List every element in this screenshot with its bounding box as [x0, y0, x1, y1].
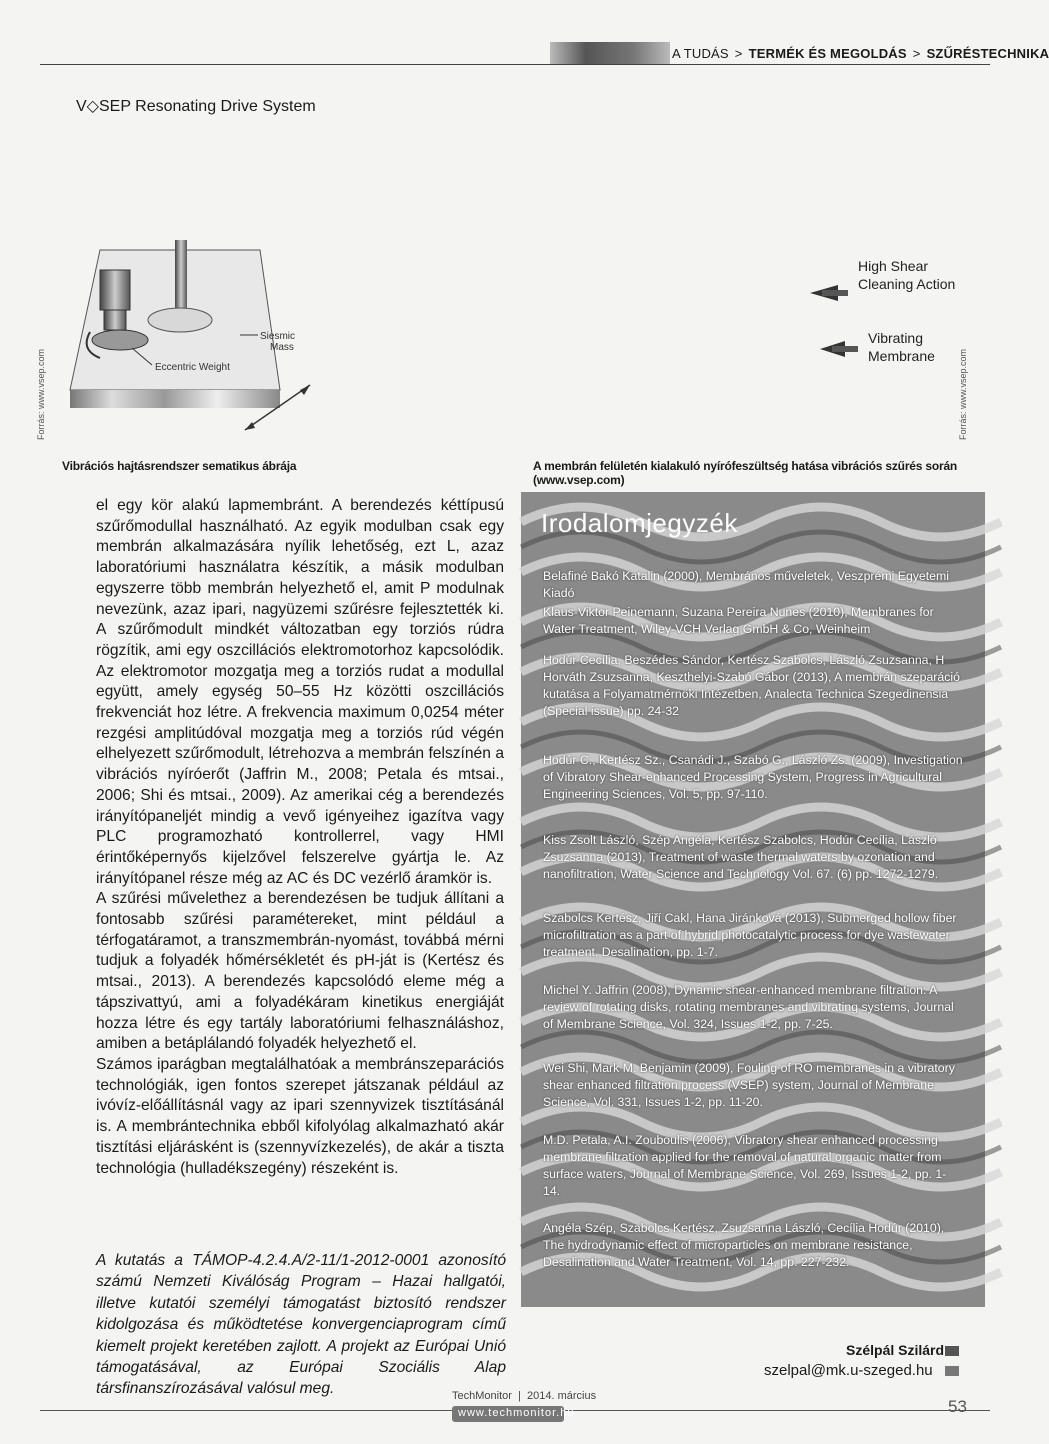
label-high-shear: High Shear — [858, 258, 929, 274]
reference-item: Angéla Szép, Szabolcs Kertész, Zsuzsanna László, Cecília Hodúr (2010), The hydrodynamic effect of microparticles on membrane resistance, Desalination and Water Treatment, Vol. 14, pp. 227-232. — [543, 1221, 945, 1269]
body-paragraph: Számos iparágban megtalálhatóak a membránszeparációs technológiák, igen fontos szerepet játszanak például az ivóvíz-előállításnál vagy az ipari szennyvizek tisztításánál is. A membrántechnika ebből kifolyólag alkalmazható akár tisztítási eljárásként is (szennyvízkezelés), de akár a tiszta technológia (hulladékszegény) részeként is. — [96, 1055, 504, 1177]
figure-left-source: Forrás: www.vsep.com — [36, 348, 46, 440]
figure-right-source: Forrás: www.vsep.com — [958, 348, 968, 440]
author-name: Szélpál Szilárd — [846, 1342, 945, 1358]
header-tab-decoration — [550, 42, 670, 64]
author-logo-icon — [944, 1342, 960, 1382]
breadcrumb-item: SZŰRÉSTECHNIKA — [926, 46, 1049, 61]
breadcrumb-separator: > — [734, 46, 743, 61]
reference-item: Klaus-Viktor Peinemann, Suzana Pereira Nunes (2010), Membranes for Water Treatment, Wiley-VCH Verlag GmbH & Co, Weinheim — [543, 605, 934, 636]
breadcrumb-item: TERMÉK ÉS MEGOLDÁS — [748, 46, 907, 61]
figure-left-title: V◇SEP Resonating Drive System — [76, 98, 316, 115]
references-title: Irodalomjegyzék — [541, 508, 738, 538]
figure-left-caption: Vibrációs hajtásrendszer sematikus ábrája — [62, 459, 297, 473]
body-paragraph: el egy kör alakú lapmembránt. A berendezés kéttípusú szűrőmodullal használható. Az egyik modulban csak egy membrán alkalmazására nyílik lehetőség, ezt L, azaz laboratóriumi használatra készítik, a másik modulban egyszerre több membrán helyezhető el, amit P modulnak nevezünk, azaz ipari, nagyüzemi szűrésre fejlesztették ki. A szűrőmodult mindkét változatban egy torziós rúdra rögzítik, ami egy oszcillációs elektromotorhoz kapcsolódik. Az elektromotor mozgatja meg a torziós rudat a modullal együtt, amely egység 50–55 Hz közötti oszcillációs frekvenciát hoz létre. A frekvencia maximum 0,0254 méter rezgési amplitúdóval mozgatja meg a torziós rúd végén elhelyezett szűrőmodult, létrehozva a membrán felszínén a vibrációs nyíróerőt (Jaffrin M., 2008; Petala és mtsai., 2006; Shi és mtsai., 2009). Az amerikai cég a berendezés irányítópaneljét mindig a vevő igényeihez igazítva vagy PLC programozható kontrollerrel, vagy HMI érintőképernyős kijelzővel felszerelve gyártja le. Az irányítópanel része még az AC és DC vezérlő áramkör is. — [96, 497, 504, 887]
reference-item: Belafiné Bakó Katalin (2000), Membrános műveletek, Veszprémi Egyetemi Kiadó — [543, 569, 949, 600]
page-header — [0, 0, 1049, 70]
label-seismic: Siesmic — [260, 331, 296, 342]
breadcrumb-item: A TUDÁS — [672, 46, 729, 61]
figure-right-caption: A membrán felületén kialakuló nyírófeszültség hatása vibrációs szűrés során (www.vsep.com) — [533, 459, 958, 487]
page-number: 53 — [948, 1397, 967, 1416]
reference-item: Kiss Zsolt László, Szép Angéla, Kertész Szabolcs, Hodúr Cecília, László Zsuzsanna (2013), Treatment of waste thermal waters by ozonation and nanofiltration, Water Science and Technology Vol. 67. (6) pp. 1272-1279. — [543, 833, 939, 881]
breadcrumb — [672, 46, 1049, 61]
footer-magazine: TechMonitor | 2014. március — [452, 1390, 597, 1402]
shear-membrane-diagram — [560, 255, 990, 370]
magazine-issue: 2014. március — [527, 1390, 597, 1402]
body-paragraph: A szűrési művelethez a berendezésen be tudjuk állítani a fontosabb szűrési paramétereket, mint például a térfogatáramot, a transzmembrán-nyomást, továbbá mérni tudjuk a folyadék hőmérsékletét és pH-ját is (Kertész és mtsai., 2013). A berendezés kapcsolódó eleme még a tápszivattyú, ami a folyadékáram kinetikus energiáját hozza létre és egy tartály laboratóriumi felhasználáshoz, amiben a betáplálandó folyadék helyezhető el. — [96, 890, 504, 1053]
acknowledgement: A kutatás a TÁMOP-4.2.4.A/2-11/1-2012-0001 azonosító számú Nemzeti Kiválóság Program – Hazai hallgatói, illetve kutatói személyi támogatást biztosító rendszer kidolgozása és működtetése konvergenciaprogram című kiemelt projekt keretében zajlott. A projekt az Európai Unió támogatásával, az Európai Szociális Alap társfinanszírozásával valósul meg. — [96, 1252, 506, 1398]
label-membrane: Membrane — [868, 348, 935, 364]
label-cleaning-action: Cleaning Action — [858, 276, 956, 292]
header-rule — [40, 64, 990, 65]
reference-item: M.D. Petala, A.I. Zouboulis (2006), Vibratory shear enhanced processing membrane filtration applied for the removal of natural organic matter from surface waters, Journal of Membrane Science, Vol. 269, Issues 1-2, pp. 1-14. — [543, 1133, 947, 1198]
references-box — [521, 492, 985, 1307]
reference-item: Wei Shi, Mark M. Benjamin (2009), Fouling of RO membranes in a vibratory shear enhanced filtration process (VSEP) system, Journal of Membrane Science, Vol. 331, Issues 1-2, pp. 11-20. — [543, 1061, 955, 1109]
label-mass: Mass — [270, 342, 294, 353]
magazine-name: TechMonitor — [452, 1390, 512, 1402]
label-eccentric-weight: Eccentric Weight — [155, 362, 230, 373]
article-body — [96, 496, 504, 1179]
reference-item: Michel Y. Jaffrin (2008), Dynamic shear-enhanced membrane filtration: A review of rotating disks, rotating membranes and vibrating systems, Journal of Membrane Science, Vol. 324, Issues 1-2, pp. 7-25. — [543, 983, 954, 1031]
reference-item: Hodúr Cecília, Beszédes Sándor, Kertész Szabolcs, László Zsuzsanna, H Horváth Zsuzsanna, Keszthelyi-Szabó Gábor (2013), A membrán szeparáció kutatása a Folyamatmérnöki Intézetben, Analecta Technica Szegedinensia (Special issue) pp. 24-32 — [543, 653, 960, 718]
author-email: szelpal@mk.u-szeged.hu — [764, 1362, 933, 1379]
reference-item: Szabolcs Kertész, Jiří Cakl, Hana Jiránková (2013), Submerged hollow fiber microfiltration as a part of hybrid photocatalytic process for dye wastewater treatment, Desalination, pp. 1-7. — [543, 911, 957, 959]
vibration-drive-diagram — [60, 240, 350, 435]
breadcrumb-separator: > — [912, 46, 921, 61]
label-vibrating: Vibrating — [868, 330, 924, 346]
reference-item: Hodúr C., Kertész Sz., Csanádi J., Szabó G., László Zs. (2009), Investigation of Vibratory Shear-enhanced Processing System, Progress in Agricultural Engineering Sciences, Vol. 5, pp. 97-110. — [543, 753, 963, 801]
footer-url[interactable]: www.techmonitor.hu — [458, 1407, 575, 1419]
